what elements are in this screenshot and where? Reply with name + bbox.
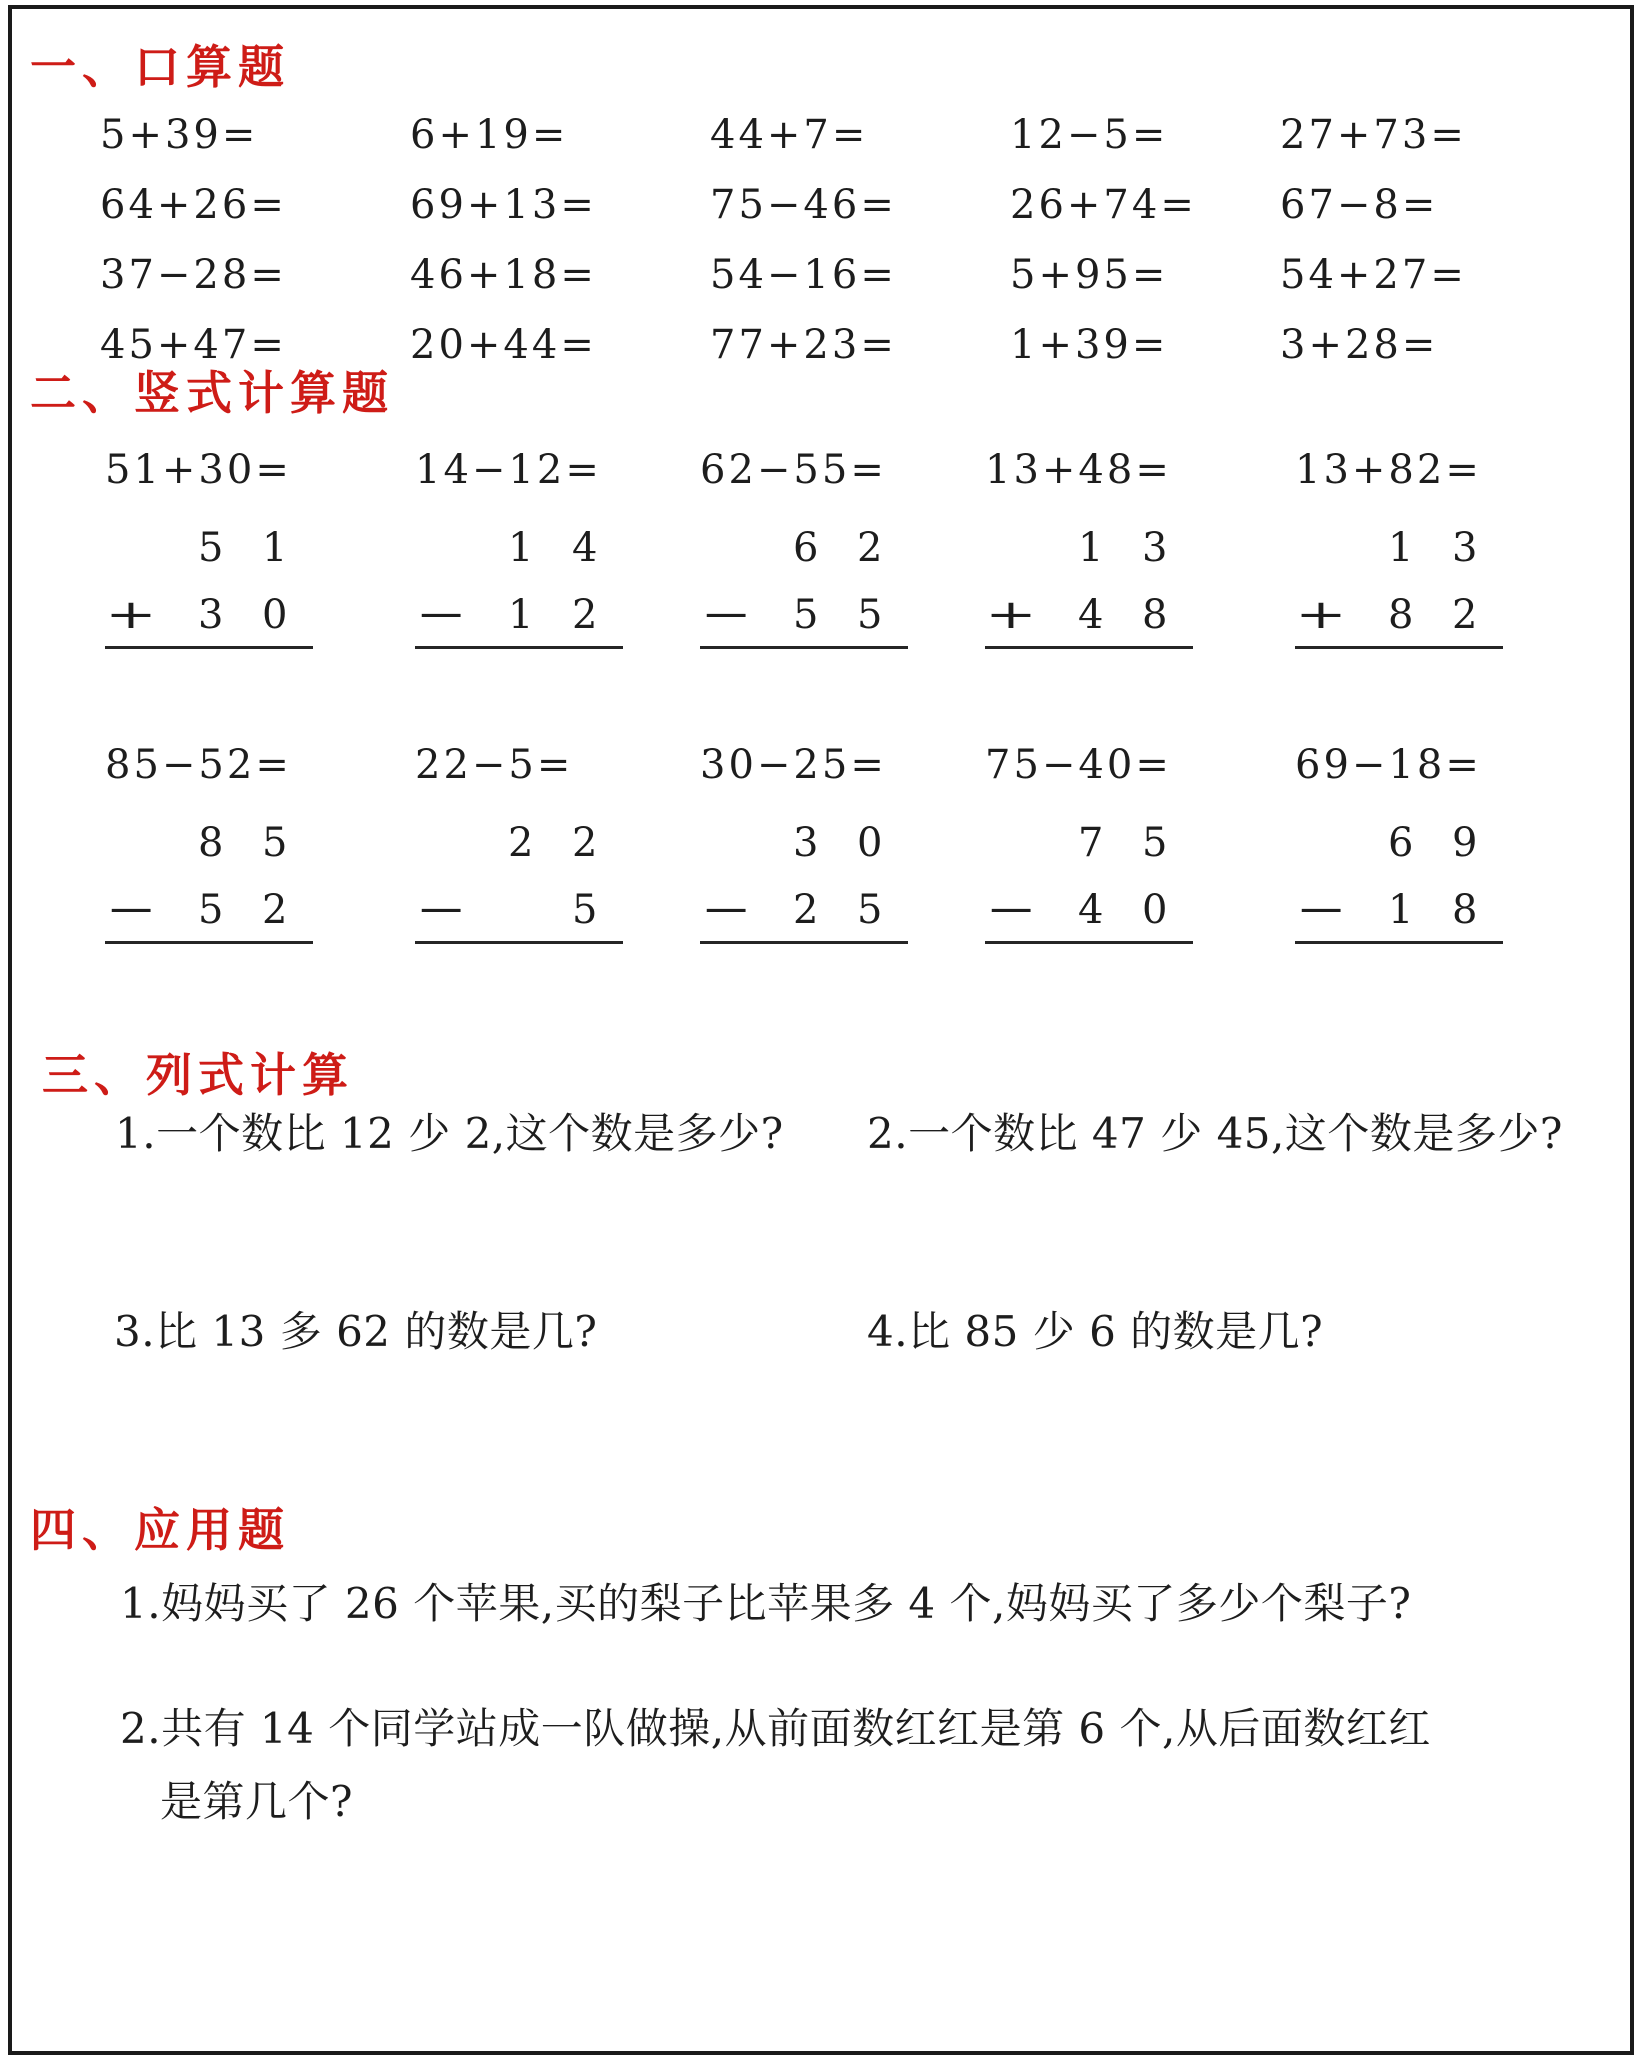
oral-equation: 37−28= xyxy=(100,252,287,298)
stack-operator: − xyxy=(1295,887,1347,933)
stack-top-tens-digit: 1 xyxy=(1388,525,1414,571)
stack-bottom-tens-digit: 2 xyxy=(793,887,819,933)
vertical-equation: 85−52= xyxy=(105,742,292,788)
oral-equation: 75−46= xyxy=(710,182,897,228)
stack-top-ones-digit: 4 xyxy=(572,525,598,571)
sum-line xyxy=(1295,941,1503,944)
oral-equation: 5+95= xyxy=(1010,252,1169,298)
stack-bottom-tens-digit: 4 xyxy=(1078,887,1104,933)
stack-top-ones-digit: 3 xyxy=(1452,525,1478,571)
expression-section-heading: 三、列式计算 xyxy=(42,1048,354,1102)
vertical-problem xyxy=(1295,742,1510,955)
vertical-equation: 22−5= xyxy=(415,742,574,788)
stack-bottom-tens-digit: 1 xyxy=(1388,887,1414,933)
stack-bottom-ones-digit: 8 xyxy=(1452,887,1478,933)
oral-equation: 45+47= xyxy=(100,322,287,368)
stack-bottom-tens-digit: 1 xyxy=(508,592,534,638)
vertical-equation: 51+30= xyxy=(105,447,292,493)
stack-top-ones-digit: 1 xyxy=(262,525,288,571)
sum-line xyxy=(700,941,908,944)
oral-row-1 xyxy=(100,112,1580,158)
stack-top-ones-digit: 5 xyxy=(1142,820,1168,866)
vertical-problem xyxy=(105,742,320,955)
oral-equation: 12−5= xyxy=(1010,112,1169,158)
word-problem-2-line-2: 是第几个? xyxy=(160,1777,354,1826)
stack-operator: − xyxy=(700,887,752,933)
vertical-equation: 30−25= xyxy=(700,742,887,788)
oral-equation: 46+18= xyxy=(410,252,597,298)
expression-problem-3: 3.比 13 多 62 的数是几? xyxy=(114,1307,598,1356)
oral-equation: 5+39= xyxy=(100,112,259,158)
oral-equation: 44+7= xyxy=(710,112,869,158)
vertical-problem xyxy=(1295,447,1510,660)
stack-top-ones-digit: 0 xyxy=(857,820,883,866)
oral-row-4 xyxy=(100,322,1580,368)
sum-line xyxy=(700,646,908,649)
stack-bottom-tens-digit: 4 xyxy=(1078,592,1104,638)
stack-top-tens-digit: 6 xyxy=(1388,820,1414,866)
stack-top-tens-digit: 8 xyxy=(198,820,224,866)
oral-row-2 xyxy=(100,182,1580,228)
vertical-problem xyxy=(985,447,1200,660)
sum-line xyxy=(415,941,623,944)
stack-bottom-ones-digit: 8 xyxy=(1142,592,1168,638)
stack-top-tens-digit: 1 xyxy=(508,525,534,571)
word-problem-2-line-1: 2.共有 14 个同学站成一队做操,从前面数红红是第 6 个,从后面数红红 xyxy=(120,1704,1431,1753)
stack-bottom-tens-digit: 5 xyxy=(198,887,224,933)
stack-operator: − xyxy=(105,887,157,933)
oral-equation: 3+28= xyxy=(1280,322,1439,368)
stack-operator: + xyxy=(985,592,1037,638)
stack-top-tens-digit: 1 xyxy=(1078,525,1104,571)
vertical-problem xyxy=(105,447,320,660)
expression-problem-1: 1.一个数比 12 少 2,这个数是多少? xyxy=(115,1109,784,1158)
stack-operator: + xyxy=(1295,592,1347,638)
stack-bottom-ones-digit: 2 xyxy=(262,887,288,933)
stack-top-ones-digit: 2 xyxy=(857,525,883,571)
stack-bottom-ones-digit: 2 xyxy=(572,592,598,638)
oral-equation: 27+73= xyxy=(1280,112,1467,158)
stack-top-tens-digit: 7 xyxy=(1078,820,1104,866)
vertical-problem xyxy=(415,447,630,660)
stack-top-tens-digit: 3 xyxy=(793,820,819,866)
expression-problem-4: 4.比 85 少 6 的数是几? xyxy=(867,1307,1324,1356)
stack-operator: − xyxy=(415,592,467,638)
vertical-equation: 13+82= xyxy=(1295,447,1482,493)
stack-bottom-tens-digit: 3 xyxy=(198,592,224,638)
vertical-section-heading: 二、竖式计算题 xyxy=(30,366,394,420)
sum-line xyxy=(985,941,1193,944)
stack-operator: + xyxy=(105,592,157,638)
oral-equation: 67−8= xyxy=(1280,182,1439,228)
sum-line xyxy=(985,646,1193,649)
vertical-problem xyxy=(700,742,915,955)
stack-top-ones-digit: 2 xyxy=(572,820,598,866)
stack-bottom-ones-digit: 0 xyxy=(262,592,288,638)
oral-equation: 54+27= xyxy=(1280,252,1467,298)
stack-bottom-ones-digit: 2 xyxy=(1452,592,1478,638)
vertical-equation: 13+48= xyxy=(985,447,1172,493)
stack-operator: − xyxy=(415,887,467,933)
stack-bottom-ones-digit: 5 xyxy=(572,887,598,933)
oral-equation: 6+19= xyxy=(410,112,569,158)
stack-bottom-ones-digit: 5 xyxy=(857,592,883,638)
sum-line xyxy=(1295,646,1503,649)
oral-equation: 54−16= xyxy=(710,252,897,298)
stack-top-ones-digit: 9 xyxy=(1452,820,1478,866)
stack-top-tens-digit: 6 xyxy=(793,525,819,571)
oral-equation: 64+26= xyxy=(100,182,287,228)
sum-line xyxy=(105,646,313,649)
oral-row-3 xyxy=(100,252,1580,298)
sum-line xyxy=(415,646,623,649)
vertical-equation: 62−55= xyxy=(700,447,887,493)
stack-bottom-tens-digit: 5 xyxy=(793,592,819,638)
oral-equation: 69+13= xyxy=(410,182,597,228)
expression-problem-2: 2.一个数比 47 少 45,这个数是多少? xyxy=(867,1109,1563,1158)
oral-equation: 26+74= xyxy=(1010,182,1197,228)
stack-top-tens-digit: 5 xyxy=(198,525,224,571)
oral-section-heading: 一、口算题 xyxy=(30,40,290,94)
vertical-equation: 14−12= xyxy=(415,447,602,493)
vertical-equation: 75−40= xyxy=(985,742,1172,788)
stack-top-tens-digit: 2 xyxy=(508,820,534,866)
word-section-heading: 四、应用题 xyxy=(30,1503,290,1557)
vertical-problem xyxy=(985,742,1200,955)
stack-bottom-tens-digit: 8 xyxy=(1388,592,1414,638)
oral-equation: 1+39= xyxy=(1010,322,1169,368)
oral-equation: 77+23= xyxy=(710,322,897,368)
stack-top-ones-digit: 3 xyxy=(1142,525,1168,571)
stack-bottom-ones-digit: 5 xyxy=(857,887,883,933)
word-problem-1: 1.妈妈买了 26 个苹果,买的梨子比苹果多 4 个,妈妈买了多少个梨子? xyxy=(120,1579,1412,1628)
oral-equation: 20+44= xyxy=(410,322,597,368)
stack-operator: − xyxy=(985,887,1037,933)
stack-top-ones-digit: 5 xyxy=(262,820,288,866)
stack-operator: − xyxy=(700,592,752,638)
vertical-equation: 69−18= xyxy=(1295,742,1482,788)
vertical-problem xyxy=(415,742,630,955)
sum-line xyxy=(105,941,313,944)
vertical-problem xyxy=(700,447,915,660)
stack-bottom-ones-digit: 0 xyxy=(1142,887,1168,933)
